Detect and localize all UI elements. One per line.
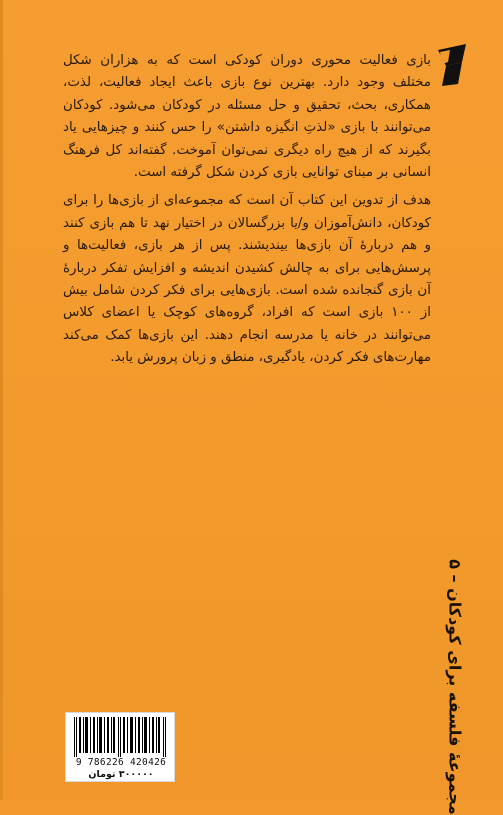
price-label: ۳۰۰۰۰۰ تومان	[88, 769, 154, 780]
series-spine	[443, 559, 467, 815]
barcode-number: 9 786226 420426	[75, 757, 167, 768]
publisher-logo-icon	[432, 42, 472, 88]
description-text	[63, 50, 431, 376]
barcode-icon	[72, 717, 170, 757]
series-title: مجموعهٔ فلسفه برای کودکان – ۵	[445, 559, 465, 815]
paragraph-intro: بازی فعالیت محوری دوران کودکی است که به هزاران شکل مختلف وجود دارد. بهترین نوع بازی باعث ایجاد فعالیت، لذت، همکاری، بحث، تحقیق و حل مسئله در کودکان می‌شود. کودکان می‌توانند با بازی «لذتِ انگیزه داشتن» را حس کنند و چیزهایی یاد بگیرند که از هیچ راه دیگری نمی‌توان آموخت. گفته‌اند کل فرهنگ انسانی بر مبنای توانایی بازی کردن شکل گرفته است.	[63, 53, 431, 181]
barcode-sticker	[65, 712, 175, 782]
paragraph-purpose: هدف از تدوین این کتاب آن است که مجموعه‌ای از بازی‌ها را برای کودکان، دانش‌آموزان و/یا بزرگسالان در اختیار نهد تا هم بازی کنند و هم دربارهٔ آن بازی‌ها بیندیشند. پس از هر بازی، فعالیت‌ها و پرسش‌هایی برای به چالش کشیدن اندیشه و افزایش تفکر دربارهٔ آن بازی گنجانده شده است. بازی‌هایی برای فکر کردن شامل بیش از ۱۰۰ بازی است که افراد، گروه‌های کوچک یا اعضای کلاس می‌توانند در خانه یا مدرسه انجام دهند. این بازی‌ها کمک می‌کند مهارت‌های فکر کردن، یادگیری، منطق و زبان پرورش یابد.	[63, 193, 431, 366]
